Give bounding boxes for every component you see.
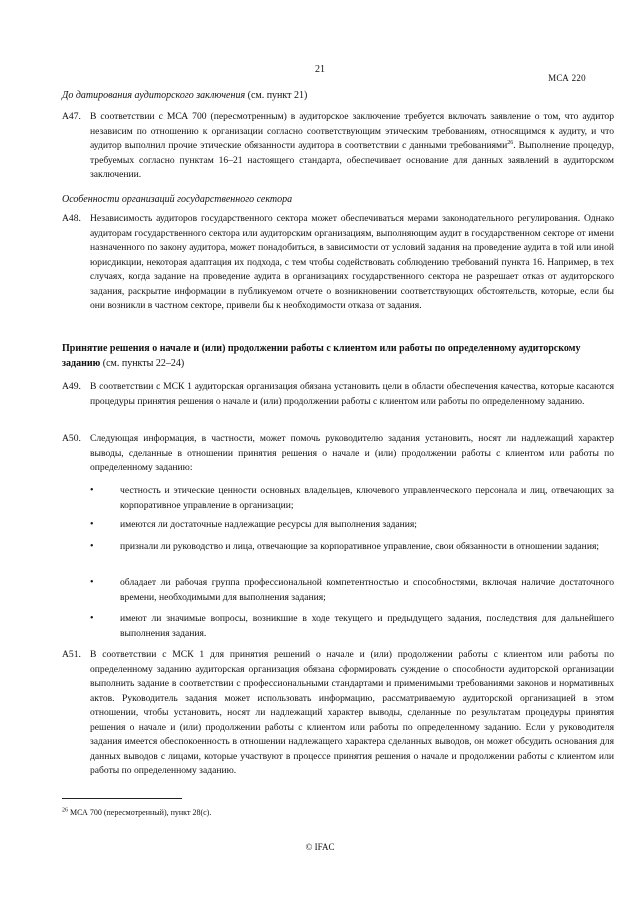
paragraph-text: Независимость аудиторов государственного сектора может обеспечиваться мерами законодательного регулирования. Однако аудиторам государственного сектора или аудиторским организациям, выполняющим аудит в государственном секторе от имени назначенного по закону аудитора, может понадобиться, в зависимости от условий задания на проведение аудита в той или иной юрисдикции, некоторая адаптация их подхода, с тем чтобы содействовать соблюдению требований пункта 16. Например, в тех случаях, когда задание на проведение аудита в организациях государственного сектора не разрешает отказ от аудиторского задания, раскрытие информации в публикуемом отчете о возникновении соответствующих обстоятельств, которые, если бы они возникли в частном секторе, привели бы к необходимости отказа от задания.	[90, 213, 614, 311]
section-heading-dating-title: До датирования аудиторского заключения	[62, 90, 246, 101]
paragraph-text: В соответствии с МСА 700 (пересмотренным) в аудиторское заключение требуется включать заявление о том, что аудитор независим по отношению к организации согласно соответствующим этическим требованиям, относящимся к аудиту, и что аудитор выполнил прочие этические обязанности аудитора в соответствии с данными требованиями	[90, 111, 614, 151]
footnote-ref: 26	[507, 139, 514, 146]
paragraph-text: В соответствии с МСК 1 для принятия решений о начале и (или) продолжении работы с клиентом или работы по определенному заданию аудиторская организация обязана сформировать суждение о способности аудиторской организации выполнить задание в соответствии с профессиональными стандартами и применимыми требованиями законов и нормативных актов. Руководитель задания может использовать информацию, рассматриваемую аудиторской организацией в этом отношении, чтобы установить, носят ли надлежащий характер выводы, сделанные по результатам процедуры принятия решения о начале и (или) продолжении работы с клиентом или работы по определенному заданию. Если у руководителя задания имеется обеспокоенность в отношении надлежащего характера сделанных выводов, он может обсудить основания для данных выводов с лицами, которые участвуют в процессе принятия решения о начале и продолжении работы с клиентом или работы по определенному заданию.	[90, 649, 614, 776]
page-number: 21	[315, 64, 325, 75]
paragraph-number: A50.	[62, 433, 81, 444]
section-heading-public-sector: Особенности организаций государственного сектора	[62, 194, 293, 205]
paragraph-a50	[62, 432, 614, 476]
paragraph-text-cont: . Выполнение процедур, требуемых согласно пунктам 16–21 настоящего стандарта, обеспечивает основание для данных заявлений в аудиторском заключении.	[90, 140, 614, 180]
footnote	[62, 808, 211, 817]
bullet-text: имеются ли достаточные надлежащие ресурсы для выполнения задания;	[120, 519, 417, 530]
copyright-footer: © IFAC	[305, 842, 335, 852]
paragraph-a48	[62, 212, 614, 314]
section-heading-dating-ref: (см. пункт 21)	[245, 90, 308, 101]
paragraph-number: A49.	[62, 381, 81, 392]
bullet-text: признали ли руководство и лица, отвечающие за корпоративное управление, свои обязанности в отношении задания;	[120, 541, 600, 552]
bullet-item	[90, 612, 614, 641]
footnote-number: 26	[62, 807, 68, 814]
bullet-text: честность и этические ценности основных владельцев, ключевого управленческого персонала и лиц, отвечающих за корпоративное управление в организации;	[120, 485, 614, 511]
bullet-text: имеют ли значимые вопросы, возникшие в ходе текущего и предыдущего задания, последствия для дальнейшего выполнения задания.	[120, 613, 614, 639]
paragraph-a51	[62, 648, 614, 779]
paragraph-a49	[62, 380, 614, 409]
paragraph-number: A51.	[62, 649, 81, 660]
section-heading-dating	[62, 90, 307, 101]
bullet-item	[90, 540, 614, 555]
bullet-icon: •	[90, 577, 94, 588]
section-heading-acceptance-ref: (см. пункты 22–24)	[100, 358, 185, 369]
bullet-icon: •	[90, 541, 94, 552]
paragraph-text: В соответствии с МСК 1 аудиторская организация обязана установить цели в области обеспечения качества, которые касаются процедуры принятия решения о начале и (или) продолжении работы с клиентом или работы по определенному заданию.	[90, 381, 614, 407]
paragraph-a47	[62, 110, 614, 183]
footnote-divider	[62, 798, 182, 799]
section-heading-acceptance	[62, 341, 614, 371]
bullet-text: обладает ли рабочая группа профессиональной компетентностью и способностями, включая наличие достаточного времени, необходимыми для выполнения задания;	[120, 577, 614, 603]
paragraph-number: A48.	[62, 213, 81, 224]
bullet-item	[90, 484, 614, 513]
paragraph-number: A47.	[62, 111, 81, 122]
footnote-text: МСА 700 (пересмотренный), пункт 28(c).	[68, 808, 212, 817]
section-heading-acceptance-title: Принятие решения о начале и (или) продолжении работы с клиентом или работы по определенному аудиторскому заданию	[62, 343, 581, 369]
bullet-icon: •	[90, 485, 94, 496]
standard-code: МСА 220	[548, 73, 586, 83]
bullet-item	[90, 576, 614, 605]
bullet-icon: •	[90, 519, 94, 530]
paragraph-text: Следующая информация, в частности, может помочь руководителю задания установить, носят ли надлежащий характер выводы, сделанные в отношении принятия решения о начале и (или) продолжении работы с клиентом или работы по определенному заданию:	[90, 433, 614, 473]
bullet-item	[90, 518, 614, 533]
bullet-icon: •	[90, 613, 94, 624]
